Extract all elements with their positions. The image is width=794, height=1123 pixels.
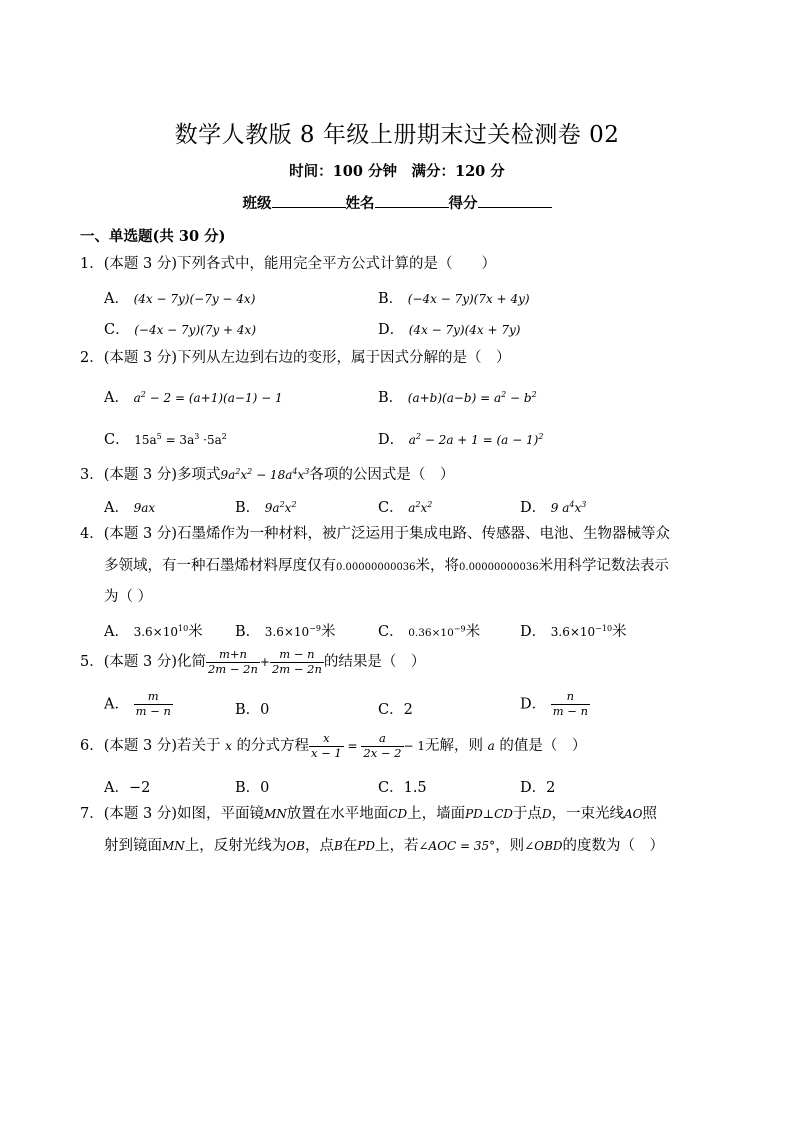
question-5: 5．(本题 3 分)化简 $\frac{m+n}{2m - 2n}$ + $\frac{m - n}{2m - 2n}$ 的结果是（ ）: [80, 646, 426, 676]
name-blank[interactable]: [375, 193, 449, 208]
q5-option-a[interactable]: A． $\frac{m}{m - n}$: [104, 689, 171, 718]
q2-option-b[interactable]: B． $(a+b)(a-b) = a^2 - b^2$: [378, 390, 537, 406]
section-heading: 一、单选题(共 30 分): [80, 228, 226, 245]
q2-option-d[interactable]: D． $a^2 - 2a + 1 = (a - 1)^2$: [378, 432, 544, 448]
question-4-line-1: 4．(本题 3 分)石墨烯作为一种材料，被广泛运用于集成电路、传感器、电池、生物器械等众: [80, 526, 670, 542]
exam-info: 时间：100 分钟 满分：120 分: [289, 163, 505, 180]
q2-option-c[interactable]: C． $15a^5 = 3a^3 \cdot 5a^2$: [104, 432, 227, 448]
student-info-line: [0, 192, 794, 213]
q6-option-c[interactable]: C．1.5: [378, 780, 427, 796]
question-4-line-3: 为（ ）: [104, 589, 153, 605]
question-3: 3．(本题 3 分)多项式$9a^2x^2 - 18a^4x^3$各项的公因式是（ ）: [80, 467, 455, 483]
question-7-line-2: 射到镜面MN上，反射光线为OB，点B在PD上，若∠AOC = 35°，则∠OBD的度数为（ ）: [104, 838, 665, 854]
q3-option-b[interactable]: B． $9a^2x^2$: [235, 500, 297, 516]
question-2: 2．(本题 3 分)下列从左边到右边的变形，属于因式分解的是（ ）: [80, 350, 511, 366]
q5-option-b[interactable]: B．0: [235, 702, 270, 718]
score-label: 得分: [448, 195, 478, 212]
class-label: 班级: [242, 195, 272, 212]
q5-option-d[interactable]: D． $\frac{n}{m - n}$: [520, 689, 589, 718]
class-blank[interactable]: [272, 193, 346, 208]
q4-option-c[interactable]: C． $0.36\times 10^{-9}$米: [378, 624, 481, 640]
q1-option-c[interactable]: C． (−4x − 7y)(7y + 4x): [104, 322, 256, 338]
q6-option-d[interactable]: D．2: [520, 780, 556, 796]
name-label: 姓名: [345, 195, 375, 212]
question-6: 6．(本题 3 分)若关于 x 的分式方程 $\frac{x}{x - 1}$ = $\frac{a}{2x - 2}$ − 1无解，则 a 的值是（ ）: [80, 730, 587, 760]
score-blank[interactable]: [478, 193, 552, 208]
q2-option-a[interactable]: A． $a^2 - 2 = (a+1)(a-1) - 1$: [104, 390, 283, 406]
question-4-line-2: 多领域，有一种石墨烯材料厚度仅有0.00000000036米，将0.00000000036米用科学记数法表示: [104, 558, 670, 574]
q4-option-d[interactable]: D． $3.6\times 10^{-10}$米: [520, 624, 627, 640]
q3-option-d[interactable]: D． 9 $a^4x^3$: [520, 500, 587, 516]
q3-option-a[interactable]: A． 9ax: [104, 500, 156, 516]
q1-option-d[interactable]: D． (4x − 7y)(4x + 7y): [378, 322, 521, 338]
q4-option-a[interactable]: A． $3.6\times 10^{10}$米: [104, 624, 203, 640]
q1-option-b[interactable]: B． (−4x − 7y)(7x + 4y): [378, 291, 530, 307]
q1-option-a[interactable]: A． (4x − 7y)(−7y − 4x): [104, 291, 256, 307]
q6-option-b[interactable]: B．0: [235, 780, 270, 796]
q4-option-b[interactable]: B． $3.6\times 10^{-9}$米: [235, 624, 336, 640]
q5-option-c[interactable]: C．2: [378, 702, 413, 718]
q3-option-c[interactable]: C． $a^2x^2$: [378, 500, 433, 516]
question-7-line-1: 7．(本题 3 分)如图，平面镜MN放置在水平地面CD上，墙面PD⊥CD于点D，一束光线AO照: [80, 806, 658, 822]
page-title: 数学人教版 8 年级上册期末过关检测卷 02: [174, 122, 620, 148]
q6-option-a[interactable]: A．−2: [104, 780, 151, 796]
question-1: 1．(本题 3 分)下列各式中，能用完全平方公式计算的是（ ）: [80, 256, 496, 272]
